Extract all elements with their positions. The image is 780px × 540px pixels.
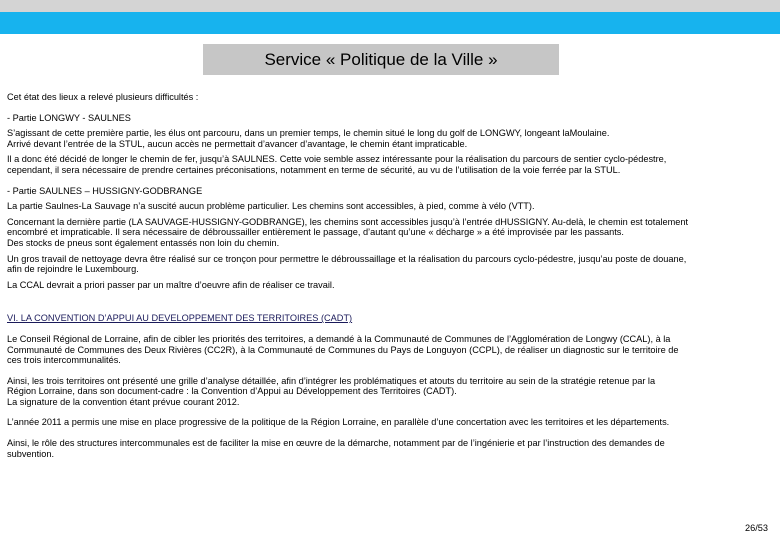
paragraph: Il a donc été décidé de longer le chemin de fer, jusqu’à SAULNES. Cette voie semble assez intéressante pour la réalisation du parcours de sentier cyclo-pédestre, bbox=[7, 154, 667, 165]
paragraph: La signature de la convention étant prévue courant 2012. bbox=[7, 396, 240, 407]
paragraph: Concernant la dernière partie (LA SAUVAGE-HUSSIGNY-GODBRANGE), les chemins sont accessibles jusqu’à l’entrée dHUSSIGNY. Au-delà, le chemin est totalement bbox=[7, 216, 689, 227]
paragraph: Des stocks de pneus sont également entassés non loin du chemin. bbox=[7, 237, 280, 248]
paragraph: Communauté de Communes des Deux Rivières (CC2R), à la Communauté de Communes du Pays de Longuyon (CCPL), de réaliser un diagnostic sur le territoire de bbox=[7, 344, 679, 355]
paragraph: encombré et impraticable. Il sera nécessaire de débroussailler entièrement le passage, d’autant qu’une « décharge » a été improvisée par les passants. bbox=[7, 227, 624, 238]
paragraph: cependant, il sera nécessaire de prendre certaines préconisations, notamment en terme de sécurité, au vu de l’utilisation de la voie ferrée par la STUL. bbox=[7, 164, 621, 175]
paragraph: Région Lorraine, dans son document-cadre : la Convention d’Appui au Développement des Territoires (CADT). bbox=[7, 386, 457, 397]
top-grey-strip bbox=[0, 0, 780, 12]
paragraph: subvention. bbox=[7, 448, 54, 459]
intro-text: Cet état des lieux a relevé plusieurs difficultés : bbox=[7, 92, 199, 102]
paragraph: afin de rejoindre le Luxembourg. bbox=[7, 264, 139, 275]
document-body bbox=[7, 92, 747, 459]
paragraph: S’agissant de cette première partie, les élus ont parcouru, dans un premier temps, le chemin situé le long du golf de LONGWY, longeant laMoulaine. bbox=[7, 128, 610, 139]
paragraph: L’année 2011 a permis une mise en place progressive de la politique de la Région Lorraine, en parallèle d’une concertation avec les territoires et les départements. bbox=[7, 417, 670, 428]
paragraph: La partie Saulnes-La Sauvage n’a suscité aucun problème particulier. Les chemins sont accessibles, à pied, comme à vélo (VTT). bbox=[7, 201, 535, 212]
header-blue-band bbox=[0, 12, 780, 34]
section-heading-cadt[interactable]: VI. LA CONVENTION D’APPUI AU DEVELOPPEMENT DES TERRITOIRES (CADT) bbox=[7, 313, 353, 324]
page-title: Service « Politique de la Ville » bbox=[264, 49, 498, 69]
page-number: 26/53 bbox=[745, 523, 768, 533]
paragraph: Ainsi, les trois territoires ont présenté une grille d’analyse détaillée, afin d’intégrer les problématiques et atouts du territoire au sein de la stratégie retenue par la bbox=[7, 375, 656, 386]
section-heading-saulnes-hussigny: - Partie SAULNES – HUSSIGNY-GODBRANGE bbox=[7, 185, 203, 196]
paragraph: Ainsi, le rôle des structures intercommunales est de faciliter la mise en œuvre de la démarche, notamment par de l’ingénierie et par l’instruction des demandes de bbox=[7, 438, 665, 449]
paragraph: La CCAL devrait a priori passer par un maître d’oeuvre afin de réaliser ce travail. bbox=[7, 279, 335, 290]
paragraph: Arrivé devant l’entrée de la STUL, aucun accès ne permettait d’avancer d’avantage, le chemin étant impraticable. bbox=[7, 138, 468, 149]
page-title-box bbox=[203, 44, 559, 75]
paragraph: ces trois intercommunalités. bbox=[7, 355, 121, 366]
paragraph: Le Conseil Régional de Lorraine, afin de cibler les priorités des territoires, a demandé à la Communauté de Communes de l’Agglomération de Longwy (CCAL), à la bbox=[7, 333, 671, 344]
paragraph: Un gros travail de nettoyage devra être réalisé sur ce tronçon pour permettre le débroussaillage et la réalisation du parcours cyclo-pédestre, jusqu’au poste de douane, bbox=[7, 253, 687, 264]
section-heading-longwy-saulnes: - Partie LONGWY - SAULNES bbox=[7, 112, 131, 123]
